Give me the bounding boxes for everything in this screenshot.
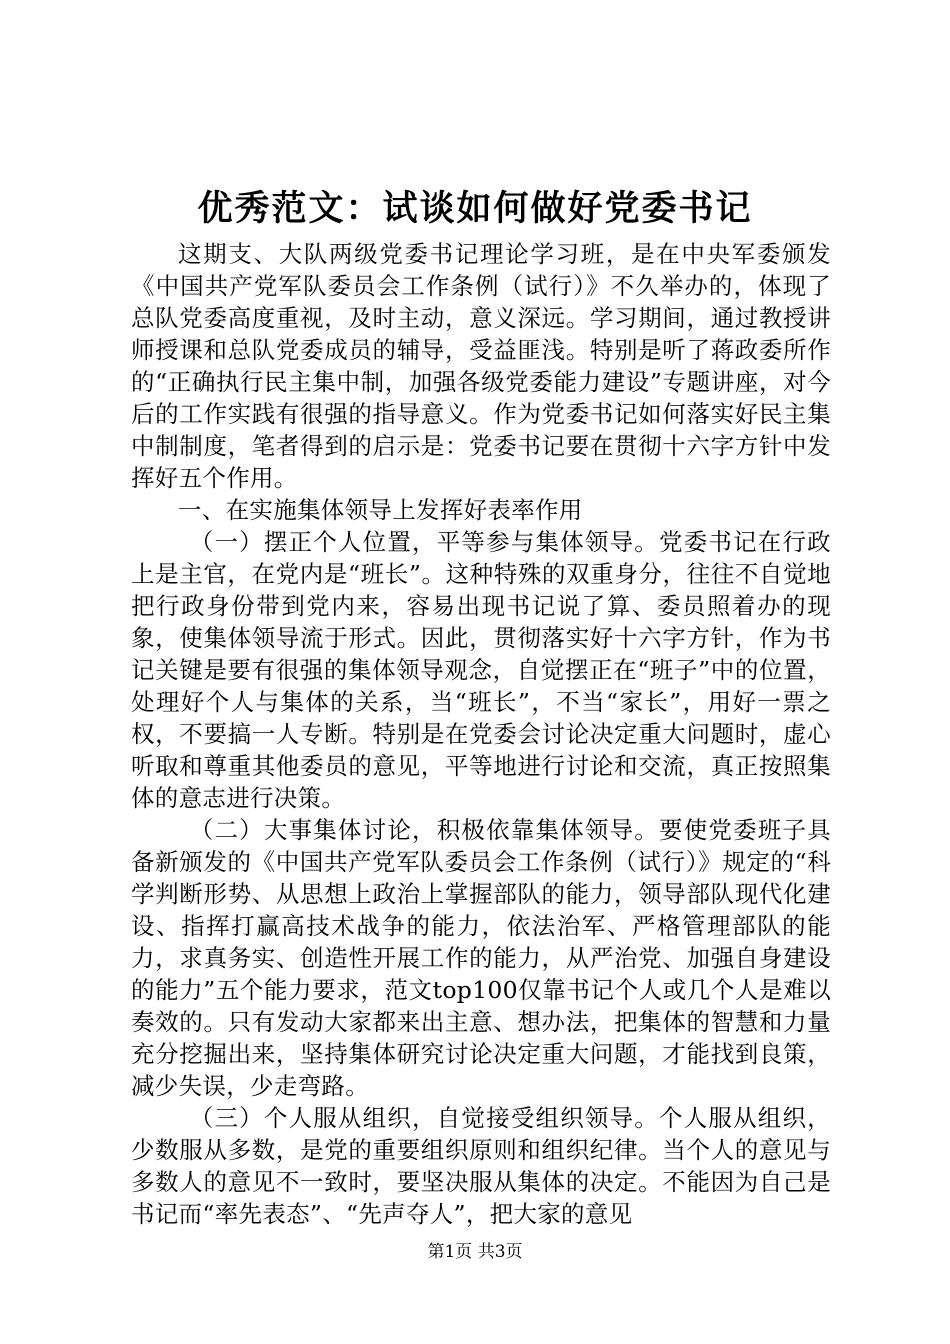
subsection-paragraph-1: （一）摆正个人位置，平等参与集体领导。党委书记在行政上是主官，在党内是“班长”。这种特殊的双重身分，往往不自觉地把行政身份带到党内来，容易出现书记说了算、委员照着办的现象，使集体领导流于形式。因此，贯彻落实好十六字方针，作为书记关键是要有很强的集体领导观念，自觉摆正在“班子”中的位置，处理好个人与集体的关系，当“班长”，不当“家长”，用好一票之权，不要搞一人专断。特别是在党委会讨论决定重大问题时，虚心听取和尊重其他委员的意见，平等地进行讨论和交流，真正按照集体的意志进行决策。: [131, 528, 831, 812]
document-body: [131, 238, 831, 1230]
subsection-paragraph-3: （三）个人服从组织，自觉接受组织领导。个人服从组织，少数服从多数，是党的重要组织原则和组织纪律。当个人的意见与多数人的意见不一致时，要坚决服从集体的决定。不能因为自己是书记而“率先表态”、“先声夺人”，把大家的意见: [131, 1104, 831, 1228]
subsection-paragraph-2: （二）大事集体讨论，积极依靠集体领导。要使党委班子具备新颁发的《中国共产党军队委员会工作条例（试行）》规定的“科学判断形势、从思想上政治上掌握部队的能力，领导部队现代化建设、指挥打赢高技术战争的能力，依法治军、严格管理部队的能力，求真务实、创造性开展工作的能力，从严治党、加强自身建设的能力”五个能力要求，范文top100仅靠书记个人或几个人是难以奏效的。只有发动大家都来出主意、想办法，把集体的智慧和力量充分挖掘出来，坚持集体研究讨论决定重大问题，才能找到良策，减少失误，少走弯路。: [131, 816, 831, 1100]
document-title: 优秀范文：试谈如何做好党委书记: [197, 188, 753, 229]
page-footer: 第1页 共3页: [427, 1242, 523, 1262]
intro-paragraph: 这期支、大队两级党委书记理论学习班，是在中央军委颁发《中国共产党军队委员会工作条例（试行）》不久举办的，体现了总队党委高度重视，及时主动，意义深远。学习期间，通过教授讲师授课和总队党委成员的辅导，受益匪浅。特别是听了蒋政委所作的“正确执行民主集中制，加强各级党委能力建设”专题讲座，对今后的工作实践有很强的指导意义。作为党委书记如何落实好民主集中制制度，笔者得到的启示是：党委书记要在贯彻十六字方针中发挥好五个作用。: [131, 240, 831, 492]
section-heading-1: 一、在实施集体领导上发挥好表率作用: [178, 496, 583, 524]
